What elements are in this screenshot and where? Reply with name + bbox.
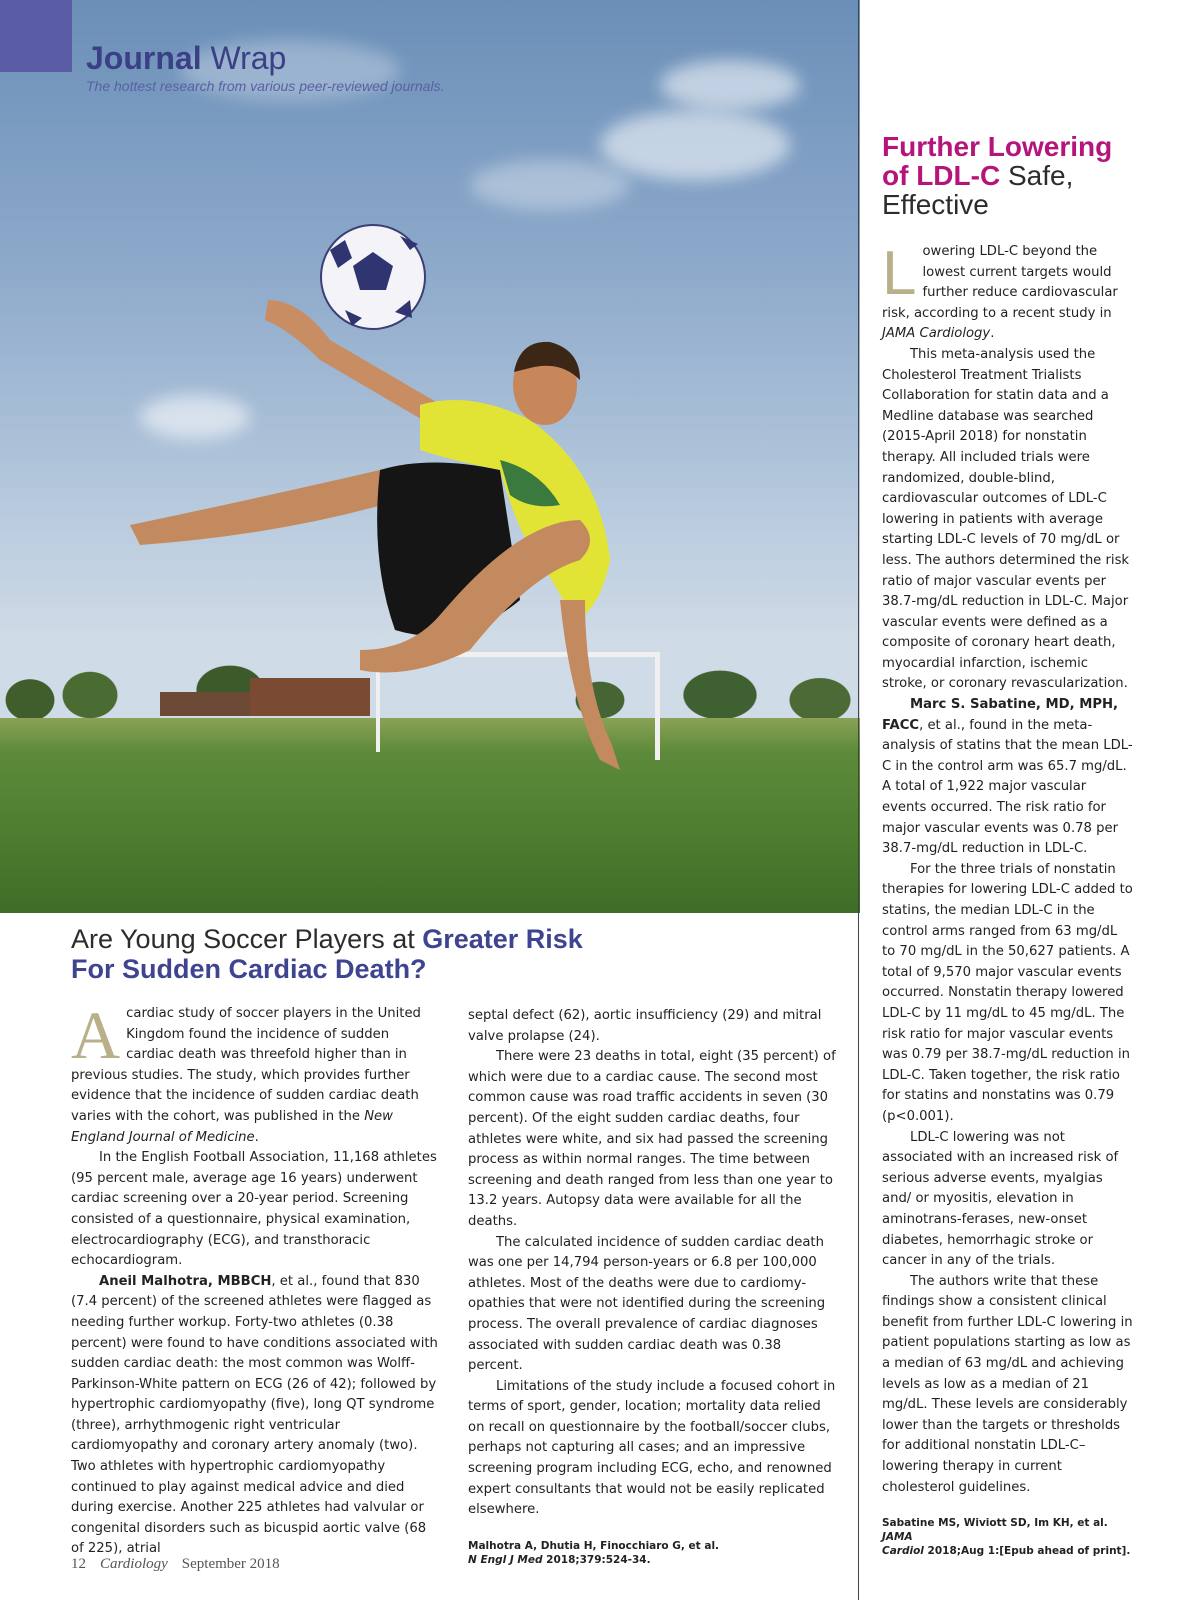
column-divider — [858, 0, 859, 1600]
article1-paragraph-1 — [71, 997, 441, 1148]
article1-paragraph-7: Limitations of the study include a focused cohort in terms of sport, gender, location; mortality data relied on recall on questionnaire by the football/soccer clubs, perhaps not capturing all cases; and an impressive screening program including ECG, echo, and renowned expert consultants that would not be easily replicated elsewhere. — [468, 1378, 836, 1518]
article2-reference-journal-a: JAMA — [882, 1531, 913, 1544]
section-title — [86, 42, 286, 74]
article1-column-2 — [468, 1006, 838, 1567]
article2-reference — [882, 1516, 1134, 1558]
article2-headline-plain: Safe, Effective — [882, 160, 1074, 220]
article1-reference-citation: 2018;379:524-34. — [542, 1553, 651, 1566]
article2-paragraph-6: The authors write that these findings show a consistent clinical benefit from further LDL-C lowering in patient populations starting as low as a median of 63 mg/dL and achieving levels as low as a median of 21 mg/dL. These levels are considerably lower than the targets or thresholds for additional nonstatin LDL-C–lowering therapy in current cholesterol guidelines. — [882, 1273, 1133, 1495]
article1-p1-text: cardiac study of soccer players in the United Kingdom found the incidence of sudden cardiac death was threefold higher than in previous studies. The study, which provides further evidence that the incidence of sudden cardiac death varies with the cohort, was published in the — [71, 1006, 421, 1124]
article1-reference — [468, 1539, 838, 1567]
article2-paragraph-1 — [882, 239, 1134, 345]
article1-headline-plain: Are Young Soccer Players at — [71, 924, 423, 954]
article2-p1-end: . — [990, 326, 995, 342]
article1-paragraph-6: The calculated incidence of sudden cardiac death was one per 14,794 person-years or 6.8 per 100,000 athletes. Most of the deaths were due to cardiomy-opathies that were not identified during the screening process. The overall prevalence of cardiac diagnoses associated with sudden cardiac death was 0.38 percent. — [468, 1234, 826, 1374]
article1-author: Aneil Malhotra, MBBCH — [99, 1273, 272, 1289]
article2-reference-citation: 2018;Aug 1:[Epub ahead of print]. — [923, 1545, 1131, 1558]
article1-journal-name: New England Journal of Medicine — [71, 1108, 393, 1145]
article1-column-1 — [71, 997, 441, 1560]
hero-photo — [0, 0, 860, 913]
article2-paragraph-5: LDL-C lowering was not associated with an increased risk of serious adverse events, myalgias and/ or myositis, elevation in aminotrans-ferases, new-onset diabetes, hemorrhagic stroke or cancer in any of the trials. — [882, 1129, 1119, 1269]
article2-headline — [882, 132, 1142, 219]
section-title-bold: Journal — [86, 40, 202, 76]
article1-headline-accent: Greater Risk For Sudden Cardiac Death? — [71, 924, 583, 984]
section-title-rest: Wrap — [201, 40, 287, 76]
header-accent-bar — [0, 0, 72, 72]
magazine-name: Cardiology — [100, 1556, 168, 1572]
article2-paragraph-3 — [882, 695, 1134, 860]
article1-paragraph-3 — [71, 1272, 441, 1560]
soccer-ball-icon — [321, 225, 425, 329]
article2-headline-accent: Further Lowering of LDL-C — [882, 131, 1113, 191]
page-number: 12 — [71, 1556, 86, 1572]
article1-p1-end: . — [254, 1129, 259, 1145]
article2-journal-name: JAMA Cardiology — [882, 326, 991, 342]
section-subtitle: The hottest research from various peer-reviewed journals. — [86, 78, 445, 94]
article2-reference-journal-b: Cardiol — [882, 1545, 924, 1558]
page-footer — [71, 1556, 280, 1573]
article2-column — [882, 239, 1134, 1558]
article1-headline — [71, 924, 591, 984]
issue-date: September 2018 — [181, 1556, 280, 1572]
article2-reference-authors: Sabatine MS, Wiviott SD, Im KH, et al. — [882, 1517, 1108, 1530]
article2-p3-text: , et al., found in the meta-analysis of statins that the mean LDL-C in the control arm was 65.7 mg/dL. A total of 1,922 major vascular events occurred. The risk ratio for major vascular events was 0.78 per 38.7-mg/dL reduction in LDL-C. — [882, 717, 1133, 857]
article1-paragraph-5: There were 23 deaths in total, eight (35 percent) of which were due to a cardiac cause. The second most common cause was road traffic accidents in seven (30 percent). Of the eight sudden cardiac deaths, four athletes were white, and six had passed the screening process as within normal ranges. The time between screening and death ranged from less than one year to 13.2 years. Autopsy data were available for all the deaths. — [468, 1049, 836, 1229]
article1-paragraph-4: septal defect (62), aortic insufficiency (29) and mitral valve prolapse (24). — [468, 1008, 822, 1044]
soccer-player-illustration — [0, 0, 860, 913]
article1-reference-authors: Malhotra A, Dhutia H, Finocchiaro G, et al. — [468, 1539, 720, 1552]
article1-reference-journal: N Engl J Med — [468, 1553, 543, 1566]
article2-paragraph-2: This meta-analysis used the Cholesterol Treatment Trialists Collaboration for statin data and a Medline database was searched (2015-April 2018) for nonstatin therapy. All included trials were randomized, double-blind, cardiovascular outcomes of LDL-C lowering in patients with average starting LDL-C levels of 70 mg/dL or less. The authors determined the risk ratio of major vascular events per 38.7-mg/dL reduction in LDL-C. Major vascular events were defined as a composite of coronary heart death, myocardial infarction, ischemic stroke, or coronary revascularization. — [882, 346, 1130, 692]
article2-dropcap: L — [882, 239, 917, 308]
article1-p3-text: , et al., found that 830 (7.4 percent) of the screened athletes were flagged as needing further workup. Forty-two athletes (0.38 percent) were found to have conditions associated with sudden cardiac death: the most common was Wolff-Parkinson-White pattern on ECG (26 of 42); followed by hypertrophic cardiomyopathy (five), long QT syndrome (three), arrhythmogenic right ventricular cardiomyopathy and coronary artery anomaly (two). Two athletes with hypertrophic cardiomyopathy continued to play against medical advice and died during exercise. Another 225 athletes had valvular or congenital disorders such as bicuspid aortic valve (68 of 225), atrial — [71, 1273, 438, 1557]
article2-paragraph-4: For the three trials of nonstatin therapies for lowering LDL-C added to statins, the median LDL-C in the control arms ranged from 63 mg/dL to 70 mg/dL in the 50,627 patients. A total of 9,570 major vascular events occurred. Nonstatin therapy lowered LDL-C by 11 mg/dL to 45 mg/dL. The risk ratio for major vascular events was 0.79 per 38.7-mg/dL reduction in LDL-C. Taken together, the risk ratio for statins and nonstatins was 0.79 (p<0.001). — [882, 861, 1133, 1124]
article1-dropcap: A — [71, 997, 121, 1073]
article2-p1-text: owering LDL-C beyond the lowest current targets would further reduce cardiovascular risk, according to a recent study in — [882, 244, 1118, 321]
article2-author: Marc S. Sabatine, MD, MPH, FACC — [882, 697, 1119, 733]
article1-paragraph-2: In the English Football Association, 11,168 athletes (95 percent male, average age 16 years) underwent cardiac screening over a 20-year period. Screening consisted of a questionnaire, physical examination, electrocardiography (ECG), and transthoracic echocardiogram. — [71, 1150, 437, 1269]
